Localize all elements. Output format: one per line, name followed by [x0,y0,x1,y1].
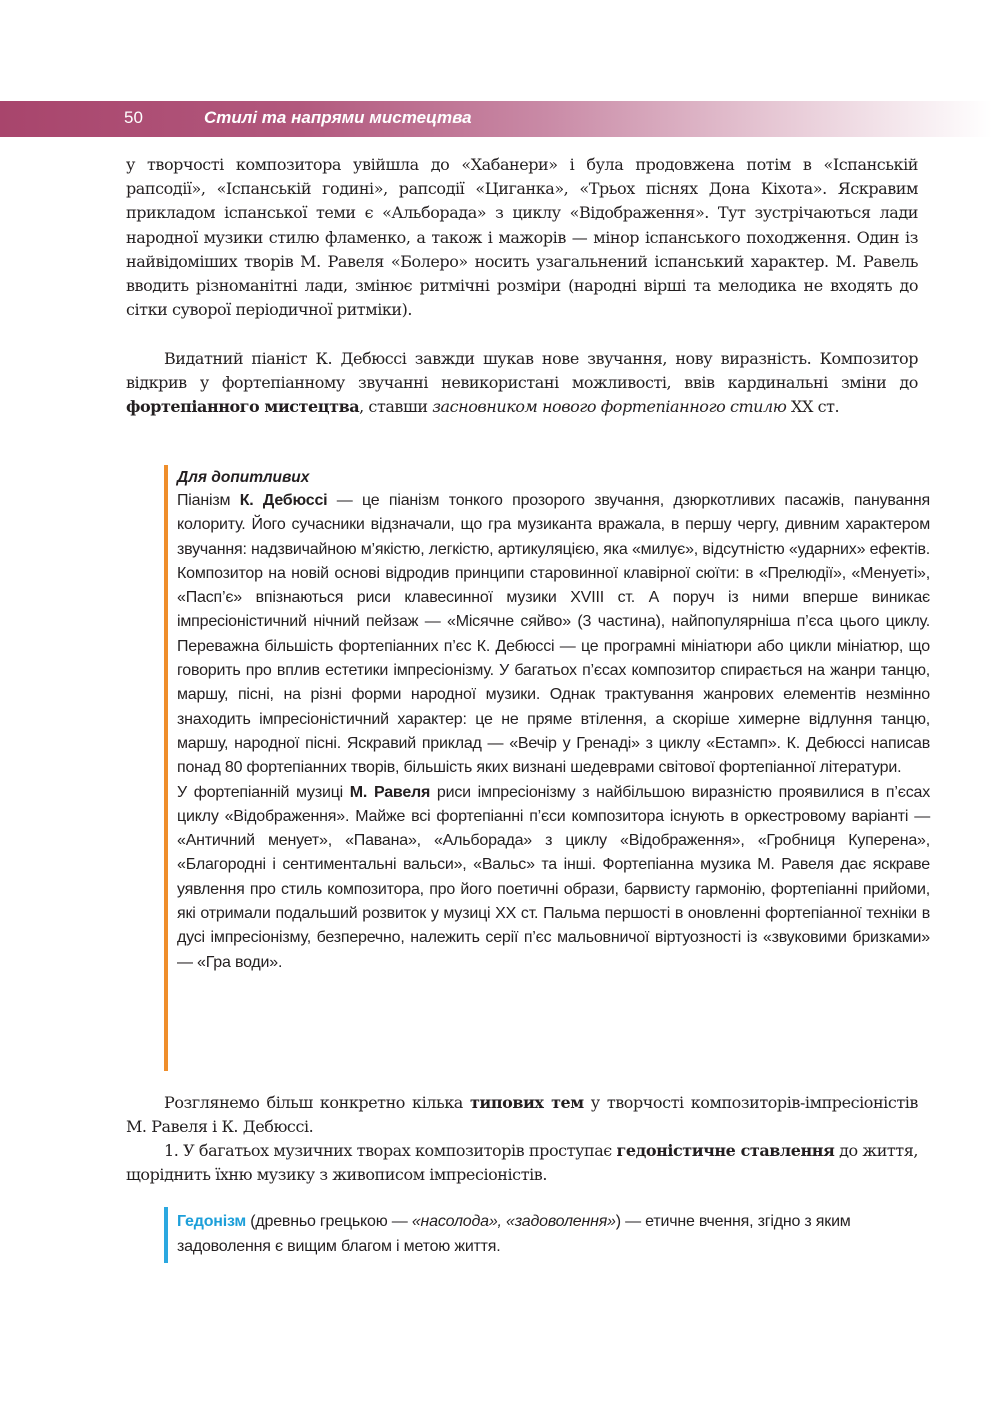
text-run: (древньо грецькою — [246,1213,412,1230]
text-run: Піанізм [177,492,240,509]
paragraph-typical-themes [126,1091,918,1139]
text-run: , ставши [359,397,433,417]
text-run: Розглянемо більш конкретно кілька [164,1093,470,1112]
paragraph-text: у творчості композитора увійшла до «Хабанери» і була продовжена потім в «Іспанській рапсодії», «Іспанській годині», рапсодії «Циганка», «Трьох піснях Дона Кіхота». Яскравим прикладом іспанської теми є «Альборада» з циклу «Відображення». Тут зустрічаються лади народної музики стилю фламенко, а також і мажорів — мінор іспанського походження. Один із найвідоміших творів М. Равеля «Болеро» носить узагальнений іспанський характер. М. Равель вводить різноманітні лади, змінює ритмічні розміри (народні вірші та мелодика не входять до сітки суворої періодичної ритміки). [126,155,918,320]
header-band [0,101,992,137]
bold-name: М. Равеля [349,783,431,801]
text-run: у творчості композиторів-імпресіоністів М. Равеля і К. Дебюссі. [126,1093,918,1137]
text-run: У фортепіанній музиці [177,783,350,801]
text-run: XX ст. [786,397,840,417]
sidebar-curious [164,465,930,1071]
sidebar-paragraph-ravel [177,781,930,975]
text-run: риси імпресіонізму з найбільшою виразністю проявилися в п’єсах циклу «Відображення». Майже всі фортепіанні п’єси композитора існують в оркестровому варіанті — «Античний менует», «Павана», «Альборада» з циклу «Відображення», «Гробниця Куперена», «Благородні і сентиментальні вальси», «Вальс» та інші. Фортепіанна музика М. Равеля дає яскраве уявлення про стиль композитора, про його поетичні образи, барвисту гармонію, фортепіанні прийоми, які отримали подальший розвиток у музиці XX ст. Пальма першості в оновленні фортепіанної техніки в дусі імпресіонізму, безперечно, належить серії п’єс мальовничої віртуозності із «звуковими бризками» — «Гра води». [177,783,930,971]
page-number: 50 [124,108,143,127]
definition-box [164,1207,930,1263]
sidebar-title: Для допитливих [177,469,310,486]
text-run: — це піанізм тонкого прозорого звучання, дзюркотливих пасажів, панування колориту. Його сучасники відзначали, що гра музиканта вражала, в першу чергу, дивним характером звучання: надзвичайною м’якістю, легкістю, артикуляцією, яка «милує», відсутністю «ударних» ефектів. Композитор на новій основі відродив принципи старовинної клавірної сюїти: в «Прелюдії», «Менуеті», «Пасп’є» впізнаються риси клавесинної музики XVIII ст. А поруч із ними вперше виникає імпресіоністичний нічний пейзаж — «Місячне сяйво» (3 частина), найпопулярніша п’єса цього циклу. Переважна більшість фортепіанних п’єс К. Дебюссі — це програмні мініатюри або цикли мініатюр, що говорить про вплив естетики імпресіонізму. У багатьох п’єсах композитор спирається на жанри танцю, маршу, пісні, на різні форми народної музики. Однак трактування жанрових елементів незмінно знаходить імпресіоністичний характер: це не пряме втілення, а скоріше химерне відлуння танцю, маршу, народної пісні. Яскравий приклад — «Вечір у Гренаді» з циклу «Естамп». К. Дебюссі написав понад 80 фортепіанних творів, більшість яких визнані шедеврами світової фортепіанної літератури. [177,492,930,777]
definition-text [177,1209,930,1259]
text-run: Видатний піаніст К. Дебюссі завжди шукав нове звучання, нову виразність. Композитор відкрив у фортепіанному звучанні невикористані можливості, ввів кардинальні зміни до [126,349,918,393]
bold-term: гедоністичне ставлення [616,1141,835,1160]
running-title: Стилі та напрями мистецтва [204,108,472,127]
text-run: ) — етичне вчення, згідно з яким задоволення є вищим благом і метою життя. [177,1213,851,1255]
paragraph-hedonism-item [126,1139,918,1187]
text-run: до життя, щоріднить їхню музику з живописом імпресіоністів. [126,1141,918,1185]
text-run: 1. У багатьох музичних творах композиторів проступає [164,1141,617,1160]
paragraph-debussy-intro [126,347,918,420]
definition-term: Гедонізм [177,1213,246,1230]
italic-phrase: засновником нового фортепіанного стилю [432,397,787,417]
paragraph-spanish-theme [126,153,918,322]
bold-term: типових тем [469,1093,584,1112]
bold-term: фортепіанного мистецтва [126,397,360,417]
italic-phrase: «насолода», «задоволення» [411,1213,616,1230]
sidebar-paragraph-debussy [177,489,930,781]
bold-name: К. Дебюссі [239,492,328,509]
